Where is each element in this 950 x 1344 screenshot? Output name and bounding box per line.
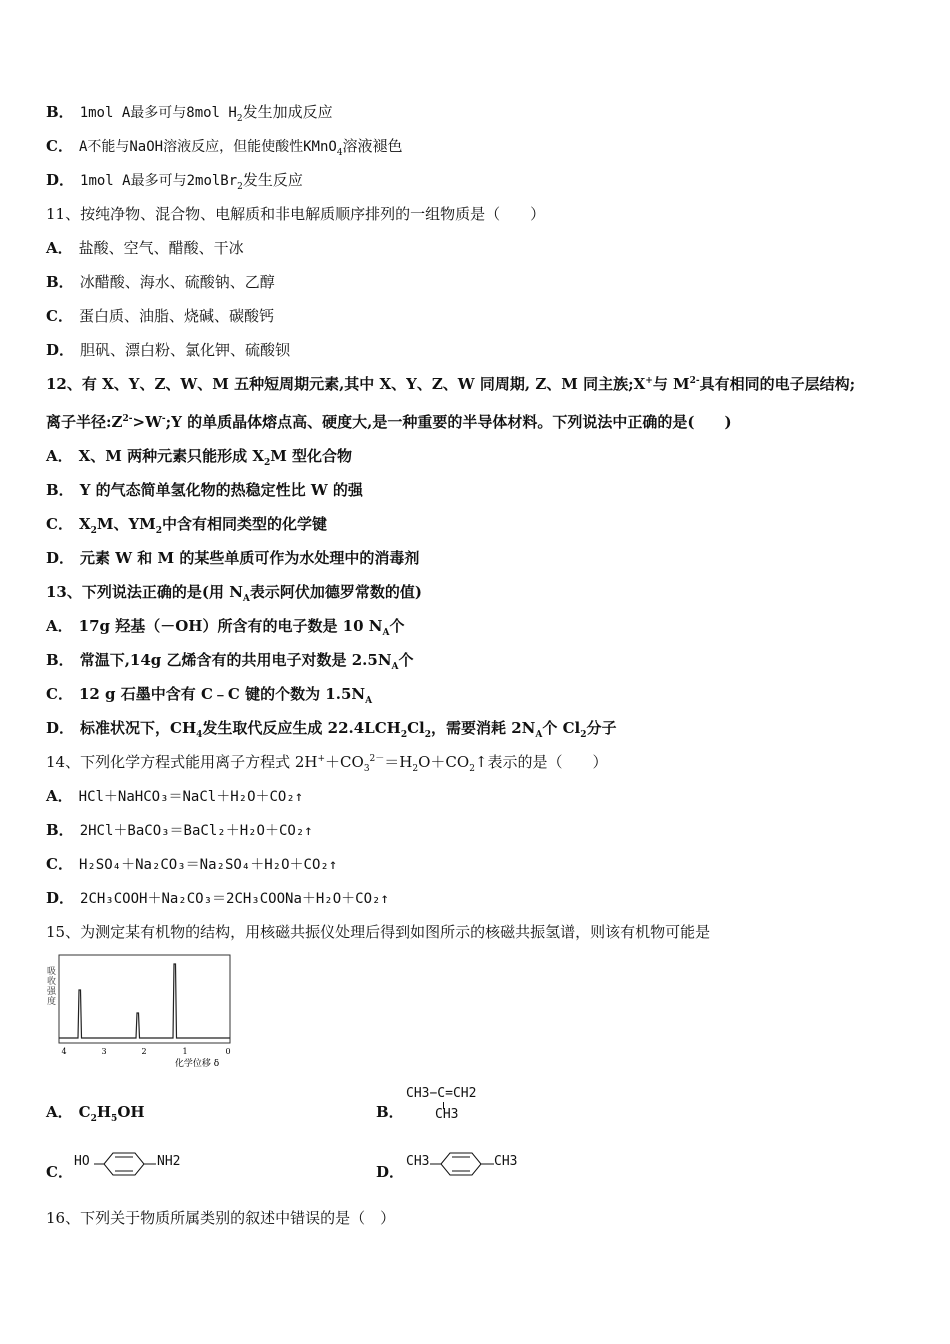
q15-option-c-letter: C．	[46, 1163, 73, 1181]
q11-stem: 11、按纯净物、混合物、电解质和非电解质顺序排列的一组物质是（ ）	[46, 205, 546, 223]
benzene-ring-icon	[430, 1150, 494, 1178]
spectrum-line	[59, 964, 230, 1038]
q10-option-c: C． A不能与NaOH溶液反应，但能使酸性KMnO$_4$溶液褪色	[46, 137, 403, 158]
q12-stem-line2: 离子半径$:Z^{2-}>W^-;Y$ 的单质晶体熔点高、硬度大,是一种重要的半导体材料。下列说法中正确的是( )	[46, 413, 732, 431]
x-axis-label: 化学位移 δ	[174, 1059, 220, 1069]
q11-option-d: D． 胆矾、漂白粉、氯化钾、硫酸钡	[46, 341, 291, 359]
q12-option-c: C． $X_2M$、$YM_2$中含有相同类型的化学键	[46, 515, 328, 536]
y-label-char: 收	[47, 977, 57, 987]
q16-stem: 16、下列关于物质所属类别的叙述中错误的是（ ）	[46, 1209, 396, 1227]
q15-option-b-letter: B．	[376, 1103, 404, 1121]
q14-option-d: D． 2CH₃COOH＋Na₂CO₃＝2CH₃COONa＋H₂O＋CO₂↑	[46, 889, 389, 907]
nmr-spectrum-chart	[42, 950, 242, 1070]
q12-option-d: D． 元素 W 和 M 的某些单质可作为水处理中的消毒剂	[46, 549, 420, 567]
q14-stem: 14、下列化学方程式能用离子方程式 $2H^++CO_3^{2-}=H_2O+CO_2↑$表示的是（ ）	[46, 753, 608, 774]
x-tick-4: 4	[61, 1047, 67, 1056]
q13-option-b: B． 常温下,14g 乙烯含有的共用电子对数是 $2.5N_A$个	[46, 651, 414, 672]
benzene-ring-icon	[94, 1150, 156, 1178]
y-label-char: 度	[47, 997, 57, 1007]
x-tick-2: 2	[141, 1047, 147, 1056]
q10-option-d: D． 1mol A最多可与2molBr$_2$发生反应	[46, 171, 303, 192]
y-label-char: 强	[47, 987, 57, 997]
q13-option-a: A． 17g 羟基（－OH）所含有的电子数是 10 $N_A$个	[46, 617, 405, 638]
q12-option-a: A． X、M 两种元素只能形成 $X_2M$ 型化合物	[46, 447, 353, 468]
x-tick-0: 0	[225, 1047, 231, 1056]
q11-option-a: A． 盐酸、空气、醋酸、干冰	[46, 239, 244, 257]
q14-option-a: A． HCl＋NaHCO₃＝NaCl＋H₂O＋CO₂↑	[46, 787, 304, 805]
structure-top-line: CH3−C=CH2	[406, 1086, 477, 1101]
q11-option-b: B． 冰醋酸、海水、硫酸钠、乙醇	[46, 273, 275, 291]
q14-option-c: C． H₂SO₄＋Na₂CO₃＝Na₂SO₄＋H₂O＋CO₂↑	[46, 855, 338, 873]
q15-stem: 15、为测定某有机物的结构，用核磁共振仪处理后得到如图所示的核磁共振氢谱，则该有机物可能是	[46, 923, 711, 941]
q12-option-b: B． Y 的气态简单氢化物的热稳定性比 W 的强	[46, 481, 363, 499]
q13-stem: 13、下列说法正确的是(用 $N_A$表示阿伏加德罗常数的值)	[46, 583, 422, 604]
q10-option-b: B． 1mol A最多可与8mol $H_2$发生加成反应	[46, 103, 333, 124]
structure-right-group: CH3	[494, 1154, 518, 1169]
q15-option-a: A． $C_2H_5OH$	[46, 1103, 145, 1124]
x-tick-1: 1	[182, 1047, 188, 1056]
y-label-char: 吸	[47, 967, 57, 977]
q15-option-d-letter: D．	[376, 1163, 405, 1181]
structure-left-group: HO	[74, 1154, 90, 1169]
chart-frame	[59, 955, 230, 1043]
structure-left-group: CH3	[406, 1154, 430, 1169]
q14-option-b: B． 2HCl＋BaCO₃＝BaCl₂＋H₂O＋CO₂↑	[46, 821, 313, 839]
q12-stem-line1: 12、有 X、Y、Z、W、M 五种短周期元素,其中 X、Y、Z、W 同周期, Z、M 同主族;X+与 $M^{2-}$具有相同的电子层结构;	[46, 375, 856, 393]
q13-option-c: C． 12 g 石墨中含有 C﹣C 键的个数为 $1.5N_A$	[46, 685, 373, 706]
q13-option-d: D． 标准状况下，$CH_4$发生取代反应生成 $22.4LCH_2Cl_2$，需要消耗 $2N_A$个 $Cl_2$分子	[46, 719, 617, 740]
structure-branch: CH3	[435, 1107, 459, 1122]
structure-right-group: NH2	[157, 1154, 181, 1169]
x-tick-3: 3	[101, 1047, 107, 1056]
q11-option-c: C． 蛋白质、油脂、烧碱、碳酸钙	[46, 307, 274, 325]
